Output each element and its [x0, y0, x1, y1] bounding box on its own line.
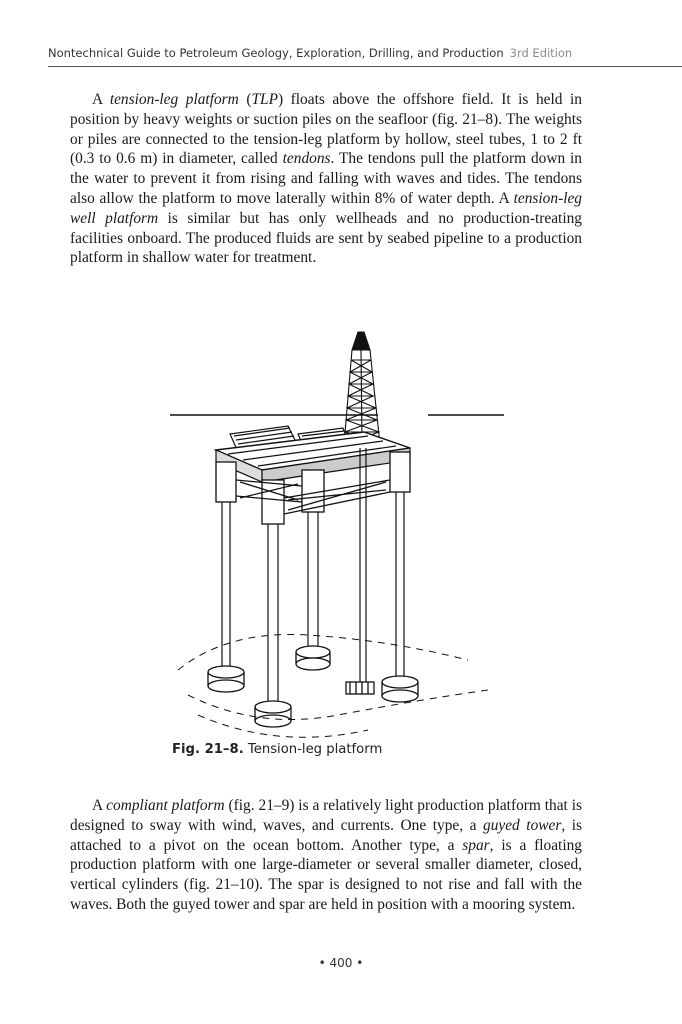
paragraph-tlp: [70, 90, 582, 268]
text-run: (: [238, 91, 252, 108]
text-run: , is a floating production platform with one large-diameter or several smaller diameter, closed, vertical cylinders (fig. 21–10). The spar is designed to not rise and fall with the waves. Both the guyed tower and spar are held in position with a mooring system.: [70, 836, 583, 913]
anchors: [208, 646, 418, 727]
edition-label: 3rd Edition: [509, 46, 573, 60]
term-compliant-platform: compliant platform: [106, 797, 225, 814]
figure-caption-text: Tension-leg platform: [247, 742, 383, 757]
figure-label: Fig. 21–8.: [172, 742, 244, 757]
text-run: is similar but has only wellheads and no production-treating facilities onboard. The produced fluids are sent by seabed pipeline to a production platform in shallow water for treatment.: [70, 209, 582, 267]
tension-leg-platform-illustration: [168, 330, 508, 740]
figure-caption: [172, 742, 382, 757]
term-guyed-tower: guyed tower: [483, 816, 562, 834]
text-run: . The tendons pull the platform down in the water to prevent it from rising and falling with waves and tides. The tendons also allow the platform to move laterally within 8% of water depth. A: [70, 150, 582, 207]
term-tendons: tendons: [282, 150, 331, 168]
text-run: A: [92, 91, 110, 108]
term-tension-leg-well-platform: tension-leg well platform: [70, 189, 582, 227]
text-run: A: [92, 797, 107, 814]
term-tension-leg-platform: tension-leg platform: [109, 91, 239, 108]
running-header: [48, 46, 682, 60]
term-tlp: TLP: [251, 91, 278, 108]
text-run: ) floats above the offshore field. It is held in position by heavy weights or suction piles on the seafloor (fig. 21–8). The weights or piles are connected to the tension-leg platform by hollow, steel tubes, 1 to 2 ft (0.3 to 0.6 m) in diameter, called: [70, 91, 582, 168]
paragraph-compliant-platform: [70, 796, 582, 915]
header-divider: [48, 66, 682, 67]
page-number: • 400 •: [318, 956, 364, 970]
figure-tension-leg-platform: [168, 330, 508, 740]
text-run: , is attached to a pivot on the ocean bottom. Another type, a: [70, 816, 583, 854]
term-spar: spar: [462, 836, 490, 854]
text-run: (fig. 21–9) is a relatively light production platform that is designed to sway with wind, waves, and currents. One type, a: [70, 797, 582, 834]
book-title: Nontechnical Guide to Petroleum Geology, Exploration, Drilling, and Production: [48, 46, 504, 60]
derrick: [344, 332, 380, 445]
